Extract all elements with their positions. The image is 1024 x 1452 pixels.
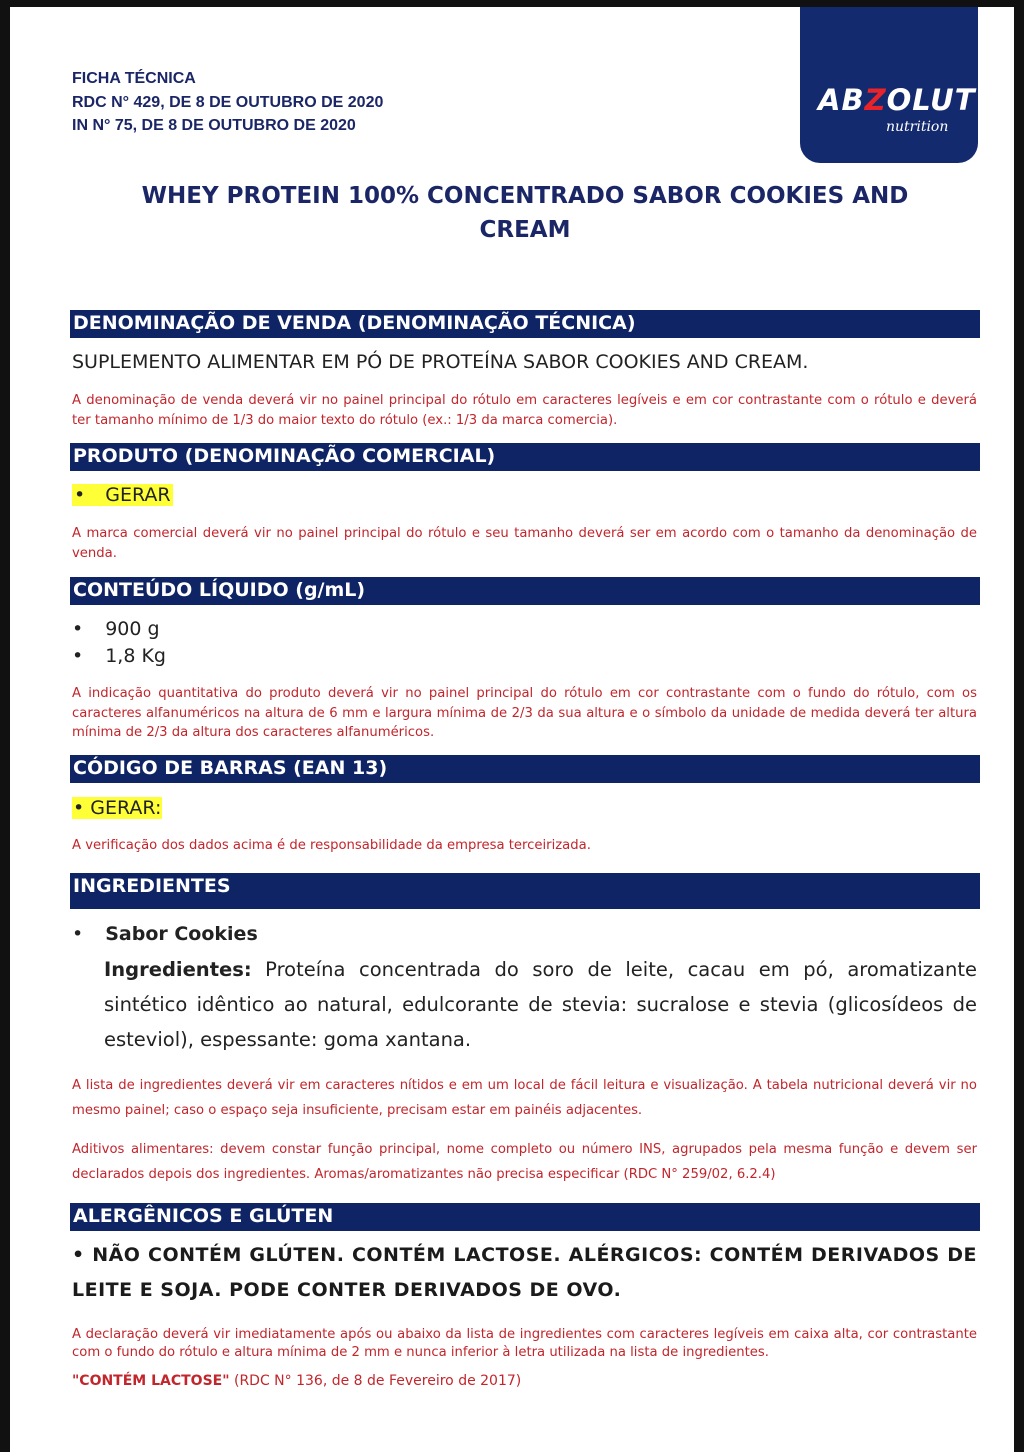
aditivos-note: Aditivos alimentares: devem constar função principal, nome completo ou número INS, agrupados pela mesma função e devem ser declarados depois dos ingredientes. Aromas/aromatizantes não precisa especificar (RDC N° 259/02, 6.2.4): [72, 1142, 977, 1182]
produto-bullet: • GERAR: [74, 484, 171, 506]
lactose-note: "CONTÉM LACTOSE" (RDC N° 136, de 8 de Fevereiro de 2017): [72, 1373, 522, 1389]
allergen-statement: • NÃO CONTÉM GLÚTEN. CONTÉM LACTOSE. ALÉRGICOS: CONTÉM DERIVADOS DE LEITE E SOJA. PODE CONTER DERIVADOS DE OVO.: [72, 1244, 978, 1301]
header-line-2: RDC N° 429, DE 8 DE OUTUBRO DE 2020: [72, 93, 384, 111]
section-heading-produto: PRODUTO (DENOMINAÇÃO COMERCIAL): [70, 443, 980, 471]
list-item: • 1,8 Kg: [72, 645, 166, 667]
section-heading-denominacao-venda: DENOMINAÇÃO DE VENDA (DENOMINAÇÃO TÉCNICA): [70, 310, 980, 338]
document-page: [10, 7, 1014, 1452]
ingredientes-note: A lista de ingredientes deverá vir em caracteres nítidos e em um local de fácil leitura e visualização. A tabela nutricional deverá vir no mesmo painel; caso o espaço seja insuficiente, precisam estar em painéis adjacentes.: [72, 1078, 977, 1118]
codigo-barras-note: A verificação dos dados acima é de responsabilidade da empresa terceirizada.: [72, 838, 591, 853]
denominacao-venda-note: A denominação de venda deverá vir no painel principal do rótulo em caracteres legíveis e em cor contrastante com o rótulo e deverá ter tamanho mínimo de 1/3 do maior texto do rótulo (ex.: 1/3 da marca comercia).: [72, 393, 977, 428]
conteudo-liquido-note: A indicação quantitativa do produto deverá vir no painel principal do rótulo em cor contrastante com o fundo do rótulo, com os caracteres alfanuméricos na altura de 6 mm e largura mínima de 2/3 da sua altura e o símbolo da unidade de medida deverá ter altura mínima de 2/3 da altura dos caracteres alfanuméricos.: [72, 686, 977, 740]
produto-note: A marca comercial deverá vir no painel principal do rótulo e seu tamanho deverá ser em acordo com o tamanho da denominação de venda.: [72, 526, 977, 561]
section-heading-ingredientes: INGREDIENTES: [70, 873, 980, 909]
list-item: • Sabor Cookies: [72, 923, 258, 945]
ingredients-text: Ingredientes: Proteína concentrada do soro de leite, cacau em pó, aromatizante sintético idêntico ao natural, edulcorante de stevia: sucralose e stevia (glicosídeos de esteviol), espessante: goma xantana.: [104, 958, 977, 1051]
document-header: [72, 67, 383, 138]
denominacao-venda-value: SUPLEMENTO ALIMENTAR EM PÓ DE PROTEÍNA SABOR COOKIES AND CREAM.: [72, 351, 809, 373]
brand-logo: [800, 7, 978, 163]
header-line-3: IN N° 75, DE 8 DE OUTUBRO DE 2020: [72, 117, 356, 134]
list-item: • 900 g: [72, 618, 160, 640]
bullet-dot: •: [74, 484, 86, 506]
alergenicos-note: A declaração deverá vir imediatamente após ou abaixo da lista de ingredientes com caracteres legíveis em caixa alta, cor contrastante com o fundo do rótulo e altura mínima de 2 mm e nunca inferior à letra utilizada na lista de ingredientes.: [72, 1327, 977, 1360]
flavor-name: Sabor Cookies: [105, 923, 258, 945]
section-heading-codigo-barras: CÓDIGO DE BARRAS (EAN 13): [70, 755, 980, 783]
logo-subtitle: nutrition: [886, 119, 949, 135]
header-line-1: FICHA TÉCNICA: [72, 70, 196, 87]
codigo-barras-bullet: • GERAR:: [73, 797, 162, 819]
page-title: WHEY PROTEIN 100% CONCENTRADO SABOR COOKIES AND CREAM: [141, 183, 909, 243]
section-heading-conteudo-liquido: CONTEÚDO LÍQUIDO (g/mL): [70, 577, 980, 605]
section-heading-alergenicos: ALERGÊNICOS E GLÚTEN: [70, 1203, 980, 1231]
logo-wordmark: ABZOLUT: [818, 83, 976, 117]
